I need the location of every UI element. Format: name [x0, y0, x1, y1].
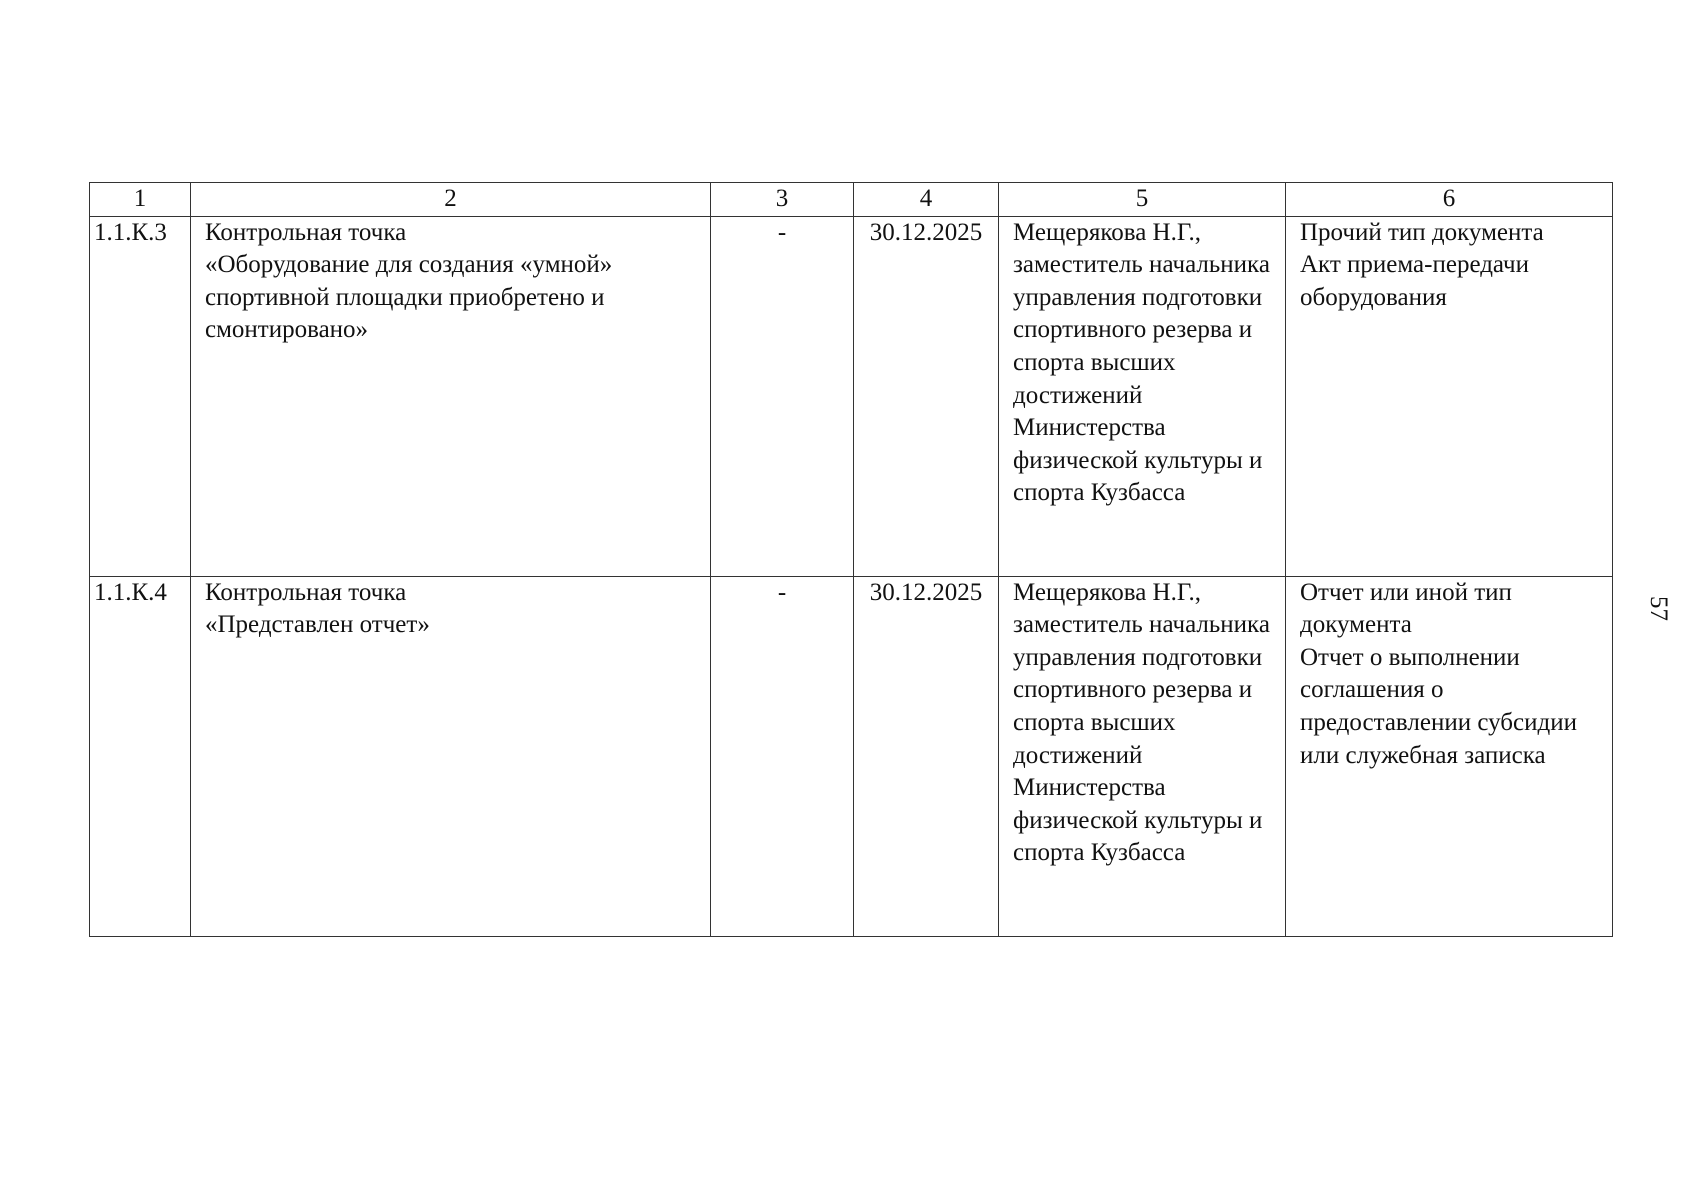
page-number: 57 — [1645, 596, 1672, 621]
row-date: 30.12.2025 — [854, 216, 999, 576]
row-responsible: Мещерякова Н.Г., заместитель начальника управления подготовки спортивного резерва и спорта высших достижений Министерства физической культуры и спорта Кузбасса — [999, 216, 1286, 576]
row-code: 1.1.К.4 — [90, 576, 191, 936]
row-col3: - — [711, 576, 854, 936]
column-number: 4 — [854, 183, 999, 217]
column-number: 3 — [711, 183, 854, 217]
row-col3: - — [711, 216, 854, 576]
column-number: 2 — [191, 183, 711, 217]
column-number: 6 — [1286, 183, 1613, 217]
table-row — [90, 576, 1613, 936]
row-document: Отчет или иной тип документа Отчет о выполнении соглашения о предоставлении субсидии или служебная записка — [1286, 576, 1613, 936]
row-date: 30.12.2025 — [854, 576, 999, 936]
table-row — [90, 216, 1613, 576]
row-document: Прочий тип документа Акт приема-передачи оборудования — [1286, 216, 1613, 576]
row-responsible: Мещерякова Н.Г., заместитель начальника управления подготовки спортивного резерва и спорта высших достижений Министерства физической культуры и спорта Кузбасса — [999, 576, 1286, 936]
row-code: 1.1.К.3 — [90, 216, 191, 576]
column-number: 5 — [999, 183, 1286, 217]
row-name: Контрольная точка «Представлен отчет» — [191, 576, 711, 936]
row-name: Контрольная точка «Оборудование для создания «умной» спортивной площадки приобретено и смонтировано» — [191, 216, 711, 576]
control-points-table — [89, 182, 1613, 937]
column-number-row — [90, 183, 1613, 217]
column-number: 1 — [90, 183, 191, 217]
